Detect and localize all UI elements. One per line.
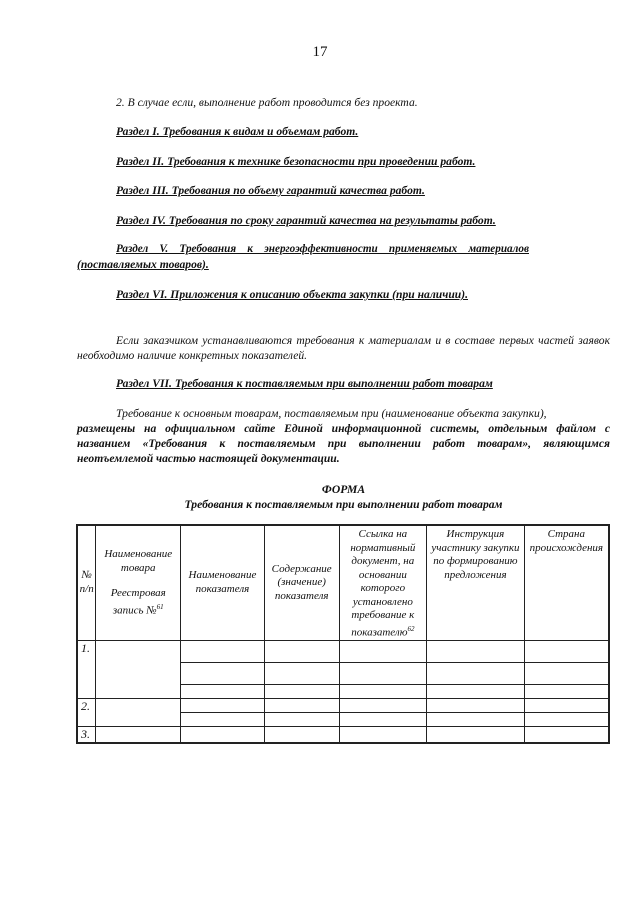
table-header-row <box>77 525 609 640</box>
table-cell <box>339 662 427 684</box>
table-cell <box>427 662 525 684</box>
table-cell <box>181 712 265 726</box>
table-cell <box>524 698 609 712</box>
table-cell <box>264 698 339 712</box>
form-title: ФОРМА <box>321 483 366 496</box>
table-cell <box>427 726 525 743</box>
table-cell <box>524 726 609 743</box>
table-cell <box>339 712 427 726</box>
requirements-paragraph-intro: Требование к основным товарам, поставляемым при (наименование объекта закупки), <box>116 407 547 420</box>
header-normative-reference: Ссылка на нормативный документ, на основании которого установлено требование к показателю$^{62}$ <box>339 525 427 640</box>
header-row-number: № п/п <box>77 525 96 640</box>
table-cell <box>339 726 427 743</box>
row-number-cell: 1. <box>77 640 96 698</box>
table-cell <box>96 640 181 698</box>
table-cell <box>96 698 181 726</box>
table-cell <box>181 726 265 743</box>
section-6-heading: Раздел VI. Приложения к описанию объекта закупки (при наличии). <box>116 288 468 301</box>
materials-paragraph: Если заказчиком устанавливаются требования к материалам и в составе первых частей заявок необходимо наличие конкретных показателей. <box>77 334 610 362</box>
table-cell <box>181 640 265 662</box>
requirements-table <box>76 524 610 744</box>
section-7-heading: Раздел VII. Требования к поставляемым при выполнении работ товарам <box>116 377 493 390</box>
section-5-heading-cont: (поставляемых товаров). <box>77 258 209 271</box>
table-row <box>77 698 609 712</box>
table-cell <box>524 712 609 726</box>
table-cell <box>427 684 525 698</box>
header-instruction: Инструкция участнику закупки по формированию предложения <box>427 525 525 640</box>
table-cell <box>264 662 339 684</box>
row-number-cell: 2. <box>77 698 96 726</box>
table-cell <box>339 698 427 712</box>
table-cell <box>339 640 427 662</box>
table-cell <box>264 640 339 662</box>
table-cell <box>427 712 525 726</box>
header-country-of-origin: Страна происхождения <box>524 525 609 640</box>
section-5-heading: Раздел V. Требования к энергоэффективности применяемых материалов <box>116 243 529 255</box>
requirements-paragraph-bold: размещены на официальном сайте Единой информационной системы, отдельным файлом с названием «Требования к поставляемым при выполнении работ товарам», являющимся неотъемлемой частью настоящей документации. <box>77 422 610 465</box>
header-indicator-name: Наименование показателя <box>181 525 265 640</box>
form-subtitle: Требования к поставляемым при выполнении работ товарам <box>184 498 503 511</box>
table-row <box>77 726 609 743</box>
table-cell <box>181 698 265 712</box>
section-2-heading: Раздел II. Требования к технике безопасности при проведении работ. <box>116 155 476 168</box>
table-cell <box>427 640 525 662</box>
table-cell <box>181 662 265 684</box>
row-number-cell: 3. <box>77 726 96 743</box>
table-row <box>77 640 609 662</box>
section-4-heading: Раздел IV. Требования по сроку гарантий качества на результаты работ. <box>116 214 496 227</box>
section-3-heading: Раздел III. Требования по объему гарантий качества работ. <box>116 184 425 197</box>
table-cell <box>181 684 265 698</box>
table-cell <box>524 640 609 662</box>
table-cell <box>427 698 525 712</box>
table-cell <box>264 726 339 743</box>
page-number: 17 <box>312 44 328 60</box>
header-indicator-value: Содержание (значение) показателя <box>264 525 339 640</box>
table-cell <box>339 684 427 698</box>
table-cell <box>524 684 609 698</box>
table-cell <box>524 662 609 684</box>
header-product-name: Наименование товара Реестровая запись №$^{61}$ <box>96 525 181 640</box>
table-cell <box>264 712 339 726</box>
section-1-heading: Раздел I. Требования к видам и объемам работ. <box>116 125 359 138</box>
table-cell <box>96 726 181 743</box>
no-project-line: 2. В случае если, выполнение работ проводится без проекта. <box>116 96 418 109</box>
table-cell <box>264 684 339 698</box>
